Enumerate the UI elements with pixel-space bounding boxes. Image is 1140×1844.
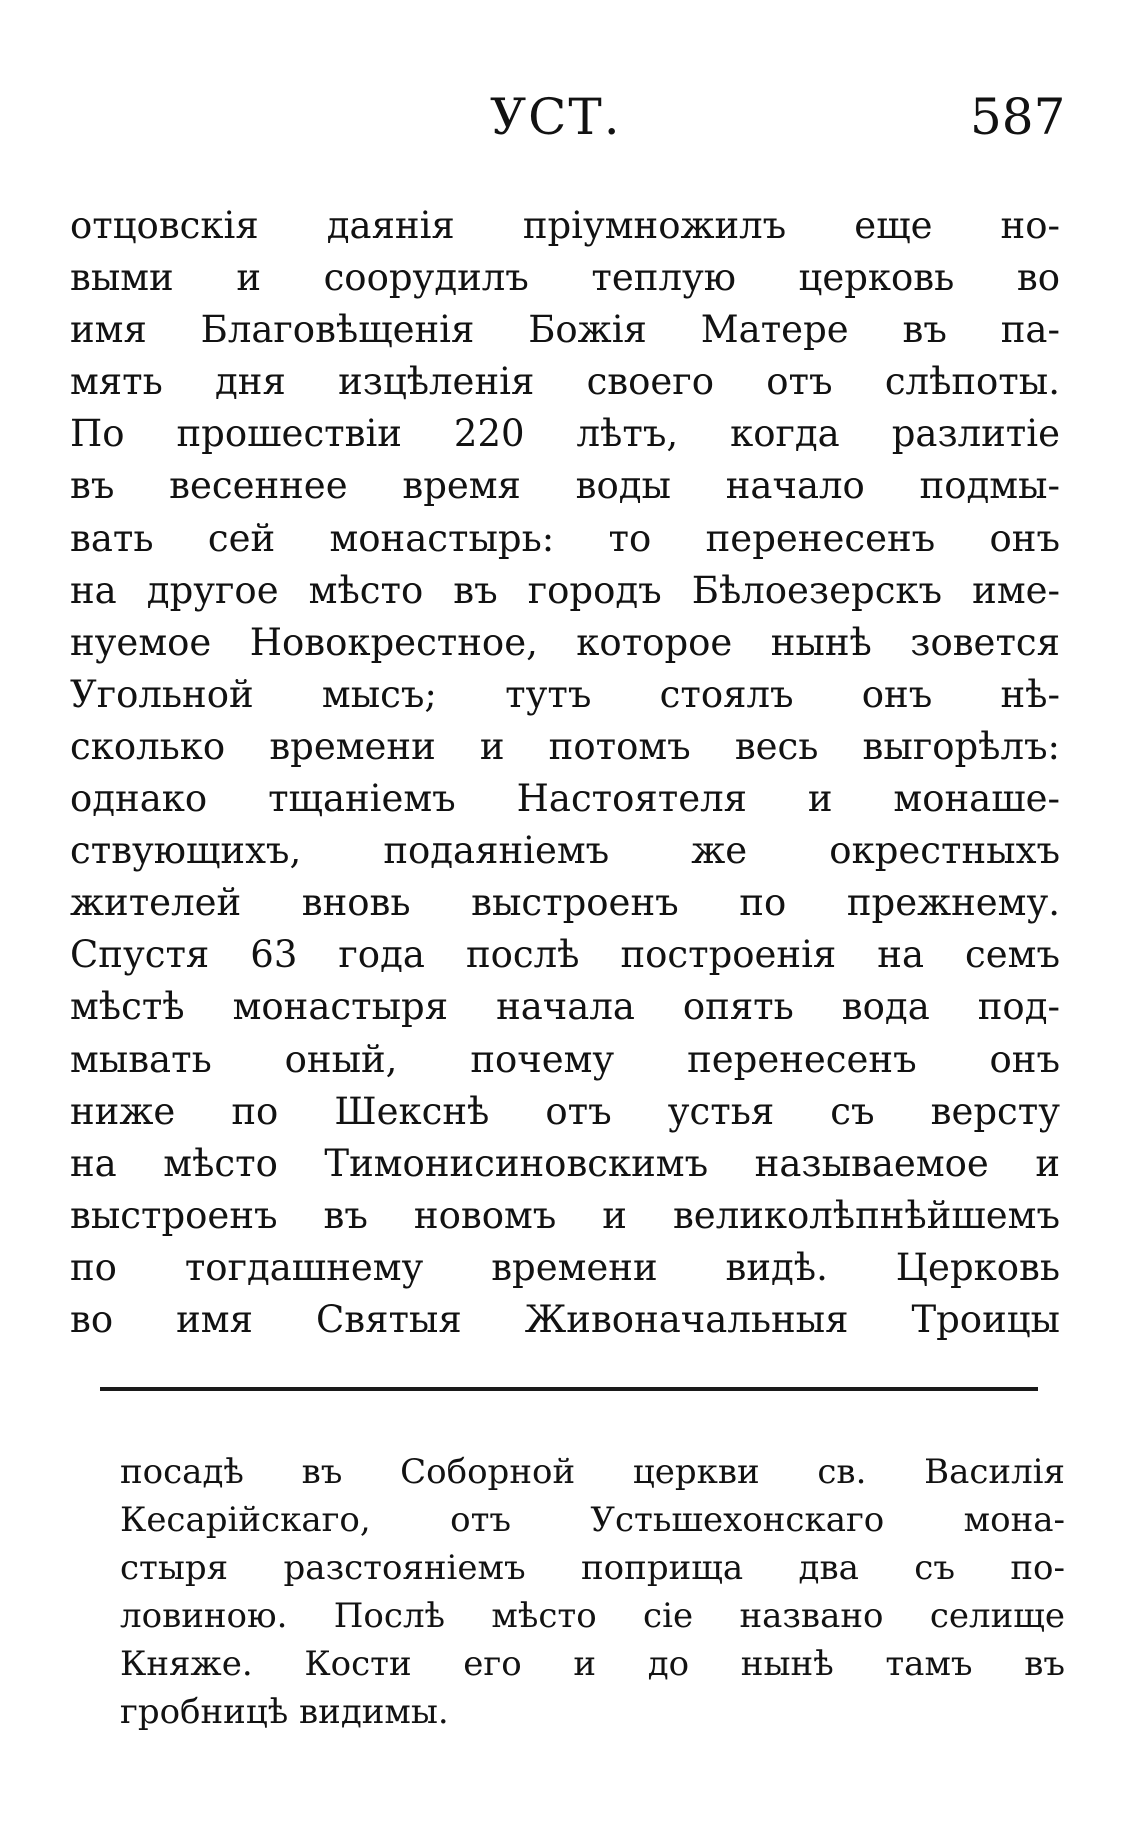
- running-head: [0, 82, 1140, 152]
- text-line: Угольной мысъ; тутъ стоялъ онъ нѣ-: [70, 672, 1060, 716]
- text-line: нуемое Новокрестное, которое нынѣ зовется: [70, 620, 1060, 664]
- text-line: ствующихъ, подаяніемъ же окрестныхъ: [70, 829, 1060, 873]
- text-line: имя Благовѣщенія Божія Матере въ па-: [70, 308, 1060, 352]
- main-text-block: [70, 200, 1060, 1346]
- text-line: ниже по Шекснѣ отъ устья съ версту: [70, 1089, 1060, 1133]
- text-line: По прошествіи 220 лѣтъ, когда разлитіе: [70, 412, 1060, 456]
- text-line: сколько времени и потомъ весь выгорѣлъ:: [70, 724, 1060, 768]
- text-line: въ весеннее время воды начало подмы-: [70, 464, 1060, 508]
- running-head-title: УСТ.: [490, 88, 622, 146]
- text-line: выстроенъ въ новомъ и великолѣпнѣйшемъ: [70, 1193, 1060, 1237]
- text-line: мять дня изцѣленія своего отъ слѣпоты.: [70, 360, 1060, 404]
- footnote-line: Кесарійскаго, отъ Устьшехонскаго мона-: [120, 1500, 1065, 1540]
- footnote-divider: [100, 1387, 1038, 1391]
- text-line: во имя Святыя Живоначальныя Троицы: [70, 1297, 1060, 1341]
- text-line: на другое мѣсто въ городъ Бѣлоезерскъ име-: [70, 568, 1060, 612]
- footnote-line: гробницѣ видимы.: [120, 1692, 449, 1732]
- footnote-block: [120, 1448, 1065, 1736]
- text-line: выми и соорудилъ теплую церковь во: [70, 256, 1060, 300]
- footnote-line: посадѣ въ Соборной церкви св. Василія: [120, 1452, 1065, 1492]
- text-line: Спустя 63 года послѣ построенія на семъ: [70, 933, 1060, 977]
- footnote-line: стыря разстояніемъ поприща два съ по-: [120, 1548, 1065, 1588]
- text-line: мѣстѣ монастыря начала опять вода под-: [70, 985, 1060, 1029]
- text-line: вать сей монастырь: то перенесенъ онъ: [70, 516, 1060, 560]
- text-line: мывать оный, почему перенесенъ онъ: [70, 1037, 1060, 1081]
- text-line: отцовскія даянія пріумножилъ еще но-: [70, 204, 1060, 247]
- footnote-line: Княже. Кости его и до нынѣ тамъ въ: [120, 1644, 1065, 1684]
- footnote-line: ловиною. Послѣ мѣсто сіе названо селище: [120, 1596, 1065, 1636]
- page-number: 587: [970, 88, 1066, 146]
- text-line: на мѣсто Тимонисиновскимъ называемое и: [70, 1141, 1060, 1185]
- text-line: однако тщаніемъ Настоятеля и монаше-: [70, 777, 1060, 821]
- text-line: жителей вновь выстроенъ по прежнему.: [70, 881, 1060, 925]
- text-line: по тогдашнему времени видѣ. Церковь: [70, 1245, 1060, 1289]
